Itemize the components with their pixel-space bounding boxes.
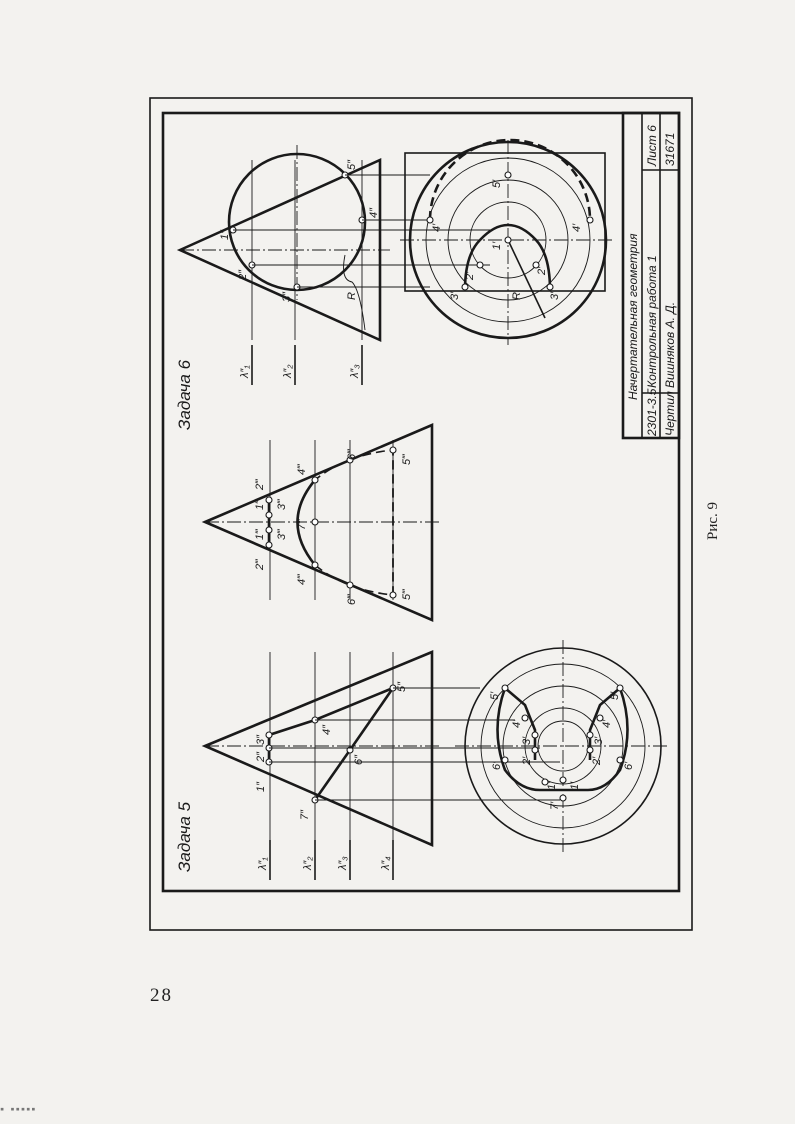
t5-top-4: 4′ — [511, 719, 523, 728]
t5-top-4b: 4′ — [601, 719, 613, 728]
t6-front-4: 4″ — [368, 207, 380, 218]
t6-top-4b: 4′ — [571, 223, 583, 232]
t5-side-1: 1‴ — [254, 529, 266, 540]
t5-top-3: 3′ — [521, 736, 533, 745]
t5-side-6b: 6‴ — [346, 449, 358, 460]
t5-side-4: 4‴ — [296, 574, 308, 585]
t5-side-3b: 3‴ — [276, 499, 288, 510]
title-block-sheet: Лист 6 — [645, 125, 659, 166]
t5-side-2: 2‴ — [254, 559, 266, 570]
task5-plane-3: λ″₃ — [337, 856, 349, 870]
task6-title: Задача 6 — [175, 359, 194, 430]
task5-plane-1: λ″₁ — [257, 857, 269, 870]
t6-top-2b: 2′ — [536, 266, 548, 275]
t5-top-1: 1′ — [546, 781, 558, 790]
t5-front-1: 1″ — [255, 781, 267, 792]
t5-front-7: 7″ — [299, 809, 311, 820]
t5-front-4: 4″ — [321, 724, 333, 735]
task6-links — [233, 175, 490, 287]
t6-radius-top: R — [511, 292, 523, 300]
task6-plane-2: λ″₂ — [282, 364, 294, 378]
figure-caption: Рис. 9 — [705, 501, 721, 540]
task5-top-view — [455, 640, 670, 855]
t6-front-1: 1″ — [219, 229, 231, 240]
task5-plane-4: λ″₄ — [380, 856, 392, 870]
t5-side-7: 7‴ — [296, 519, 308, 530]
t5-top-1b: 1′ — [569, 781, 581, 790]
t5-side-2b: 2‴ — [254, 479, 266, 490]
t5-top-5: 5′ — [489, 691, 501, 700]
t6-radius-front: R — [346, 292, 358, 300]
t5-front-6: 6″ — [353, 754, 365, 765]
t5-side-4b: 4‴ — [296, 464, 308, 475]
t6-top-3: 3′ — [449, 291, 461, 300]
t5-top-3b: 3′ — [593, 736, 605, 745]
t5-front-5: 5″ — [396, 681, 408, 692]
t6-top-2: 2′ — [464, 271, 476, 280]
t6-front-5: 5″ — [346, 159, 358, 170]
title-block — [623, 113, 679, 438]
t5-side-5: 5‴ — [401, 589, 413, 600]
t5-side-3: 3‴ — [276, 529, 288, 540]
task6-plane-3: λ″₃ — [349, 364, 361, 378]
title-block-role: Чертил — [663, 391, 677, 436]
t5-top-2b: 2′ — [591, 756, 603, 765]
t5-front-3: 3″ — [255, 734, 267, 745]
t5-top-6b: 6′ — [623, 761, 635, 770]
task5-plane-labels — [257, 840, 393, 880]
task6-front-view — [180, 145, 390, 340]
task5-plane-2: λ″₂ — [302, 856, 314, 870]
title-block-number: 31671 — [663, 132, 677, 166]
task5-side-view — [205, 425, 440, 620]
scan-artifact: ▪ ▪▪▪▪▪ — [0, 1105, 37, 1113]
t6-top-5: 5′ — [491, 179, 503, 188]
t6-front-2: 2″ — [237, 269, 249, 280]
t5-top-2: 2′ — [521, 756, 533, 765]
t5-top-6: 6′ — [491, 761, 503, 770]
t5-side-6: 6‴ — [346, 594, 358, 605]
t5-side-1b: 1‴ — [254, 499, 266, 510]
outer-frame — [150, 98, 692, 930]
title-block-student: Вишняков А. Д. — [663, 301, 677, 388]
t5-side-5b: 5‴ — [401, 454, 413, 465]
task6-plane-1: λ″₁ — [239, 365, 251, 378]
title-block-code: 2301-3.5 — [645, 388, 659, 436]
t5-top-5b: 5′ — [609, 691, 621, 700]
t5-front-2: 2″ — [255, 751, 267, 762]
task5-title: Задача 5 — [175, 801, 194, 872]
t5-top-7: 7′ — [549, 801, 561, 810]
task6-plane-labels — [239, 345, 362, 385]
t6-top-3b: 3′ — [549, 291, 561, 300]
t6-top-4: 4′ — [431, 223, 443, 232]
t6-top-1: 1′ — [491, 241, 503, 250]
page-number: 28 — [150, 985, 173, 1006]
title-block-subject: Начертательная геометрия — [626, 233, 640, 400]
task5-front-view — [205, 652, 440, 845]
task6-top-view — [400, 140, 615, 345]
title-block-work: Контрольная работа 1 — [645, 255, 659, 388]
t6-front-3: 3″ — [281, 291, 293, 302]
